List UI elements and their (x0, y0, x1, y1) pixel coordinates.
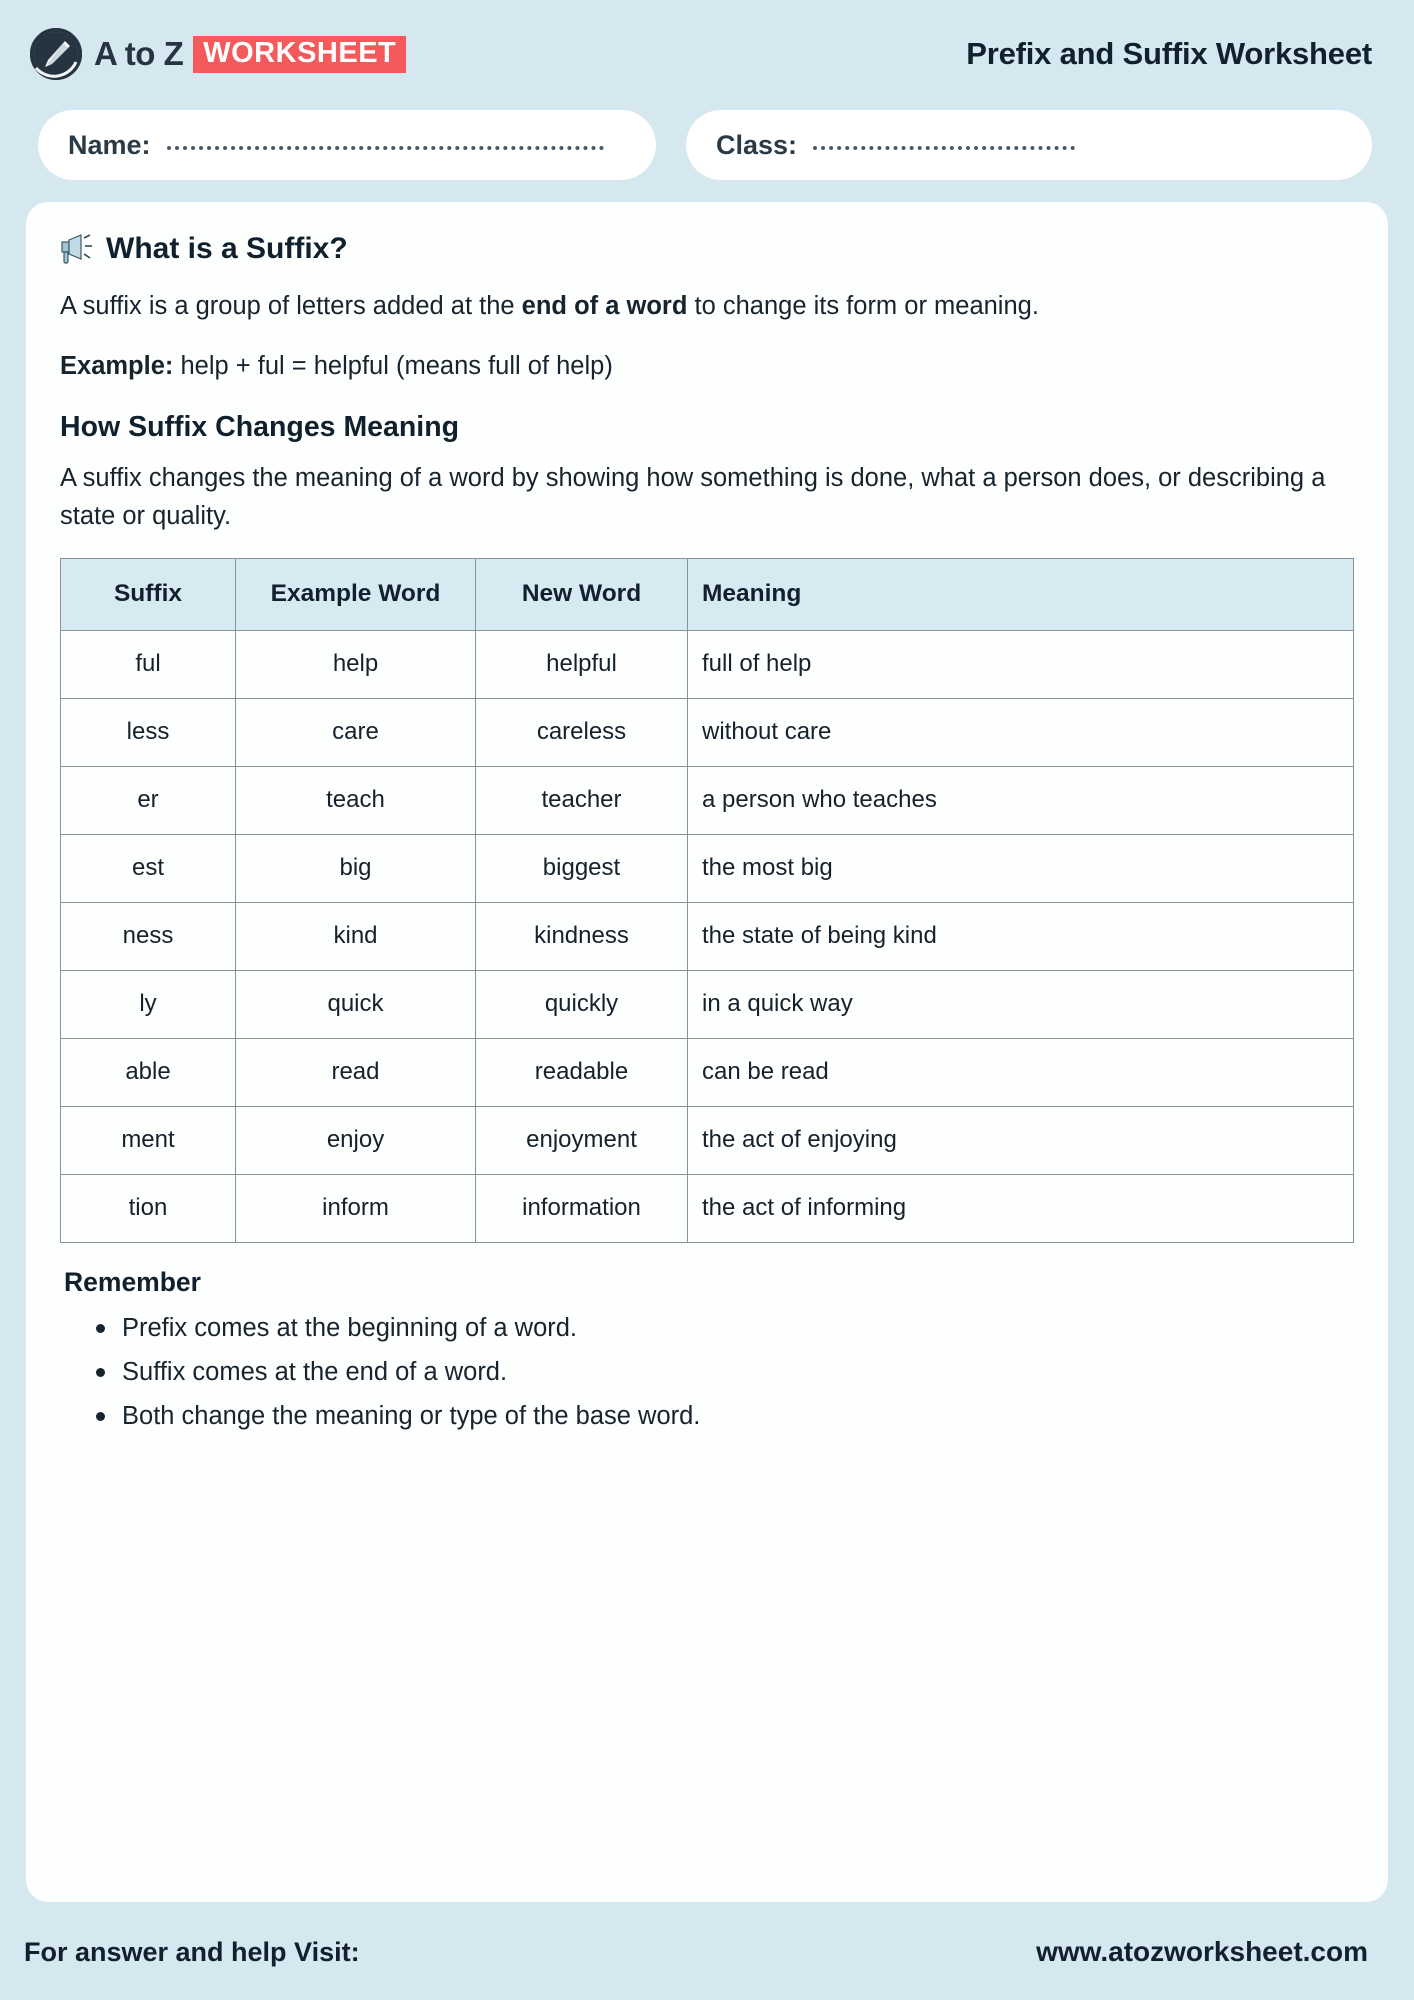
table-row (61, 1038, 1354, 1106)
cell-meaning: a person who teaches (688, 766, 1354, 834)
cell-new-word: readable (476, 1038, 688, 1106)
remember-heading: Remember (64, 1266, 201, 1297)
footer-website[interactable]: www.atozworksheet.com (1036, 1936, 1368, 1967)
table-row (61, 902, 1354, 970)
cell-new-word: quickly (476, 970, 688, 1038)
cell-example-word: teach (236, 766, 476, 834)
suffix-example (60, 348, 1354, 386)
table-row (61, 630, 1354, 698)
cell-new-word: helpful (476, 630, 688, 698)
suffix-definition (60, 288, 1354, 326)
table-row (61, 766, 1354, 834)
cell-suffix: ness (61, 902, 236, 970)
column-header-new-word: New Word (476, 558, 688, 630)
cell-meaning: in a quick way (688, 970, 1354, 1038)
cell-meaning: can be read (688, 1038, 1354, 1106)
cell-suffix: able (61, 1038, 236, 1106)
column-header-example-word: Example Word (236, 558, 476, 630)
suffix-table (60, 558, 1354, 1243)
megaphone-icon (60, 233, 96, 265)
list-item: Prefix comes at the beginning of a word. (90, 1310, 1354, 1347)
class-label: Class: (716, 129, 798, 160)
example-text: help + ful = helpful (means full of help) (173, 351, 613, 380)
cell-suffix: tion (61, 1174, 236, 1242)
cell-new-word: kindness (476, 902, 688, 970)
definition-bold: end of a word (521, 292, 688, 320)
remember-list (90, 1310, 1354, 1435)
definition-part-2: to change its form or meaning. (687, 292, 1039, 320)
cell-new-word: enjoyment (476, 1106, 688, 1174)
cell-example-word: help (236, 630, 476, 698)
table-header-row (61, 558, 1354, 630)
cell-example-word: care (236, 698, 476, 766)
brand-name: A to Z (94, 35, 184, 72)
page-title: Prefix and Suffix Worksheet (966, 36, 1372, 71)
cell-example-word: enjoy (236, 1106, 476, 1174)
worksheet-body (26, 202, 1388, 1902)
cell-meaning: full of help (688, 630, 1354, 698)
cell-new-word: biggest (476, 834, 688, 902)
brand-badge: WORKSHEET (193, 36, 406, 73)
section-heading (60, 232, 1354, 266)
name-field[interactable] (38, 110, 656, 180)
student-info-row (0, 110, 1414, 180)
table-row (61, 698, 1354, 766)
cell-new-word: information (476, 1174, 688, 1242)
pen-circle-logo-icon (30, 28, 82, 80)
definition-part-1: A suffix is a group of letters added at the (60, 292, 522, 320)
brand-logo-group (30, 28, 406, 80)
cell-meaning: without care (688, 698, 1354, 766)
page-footer (0, 1904, 1414, 2000)
cell-example-word: kind (236, 902, 476, 970)
table-row (61, 1106, 1354, 1174)
cell-meaning: the act of enjoying (688, 1106, 1354, 1174)
name-label: Name: (68, 129, 151, 160)
cell-suffix: er (61, 766, 236, 834)
example-label: Example: (60, 351, 174, 380)
list-item: Both change the meaning or type of the base word. (90, 1398, 1354, 1435)
cell-example-word: big (236, 834, 476, 902)
cell-example-word: inform (236, 1174, 476, 1242)
cell-meaning: the act of informing (688, 1174, 1354, 1242)
class-input-line[interactable] (813, 146, 1075, 150)
table-row (61, 1174, 1354, 1242)
cell-new-word: careless (476, 698, 688, 766)
table-body (61, 630, 1354, 1242)
class-field[interactable] (686, 110, 1372, 180)
table-row (61, 970, 1354, 1038)
cell-suffix: ly (61, 970, 236, 1038)
cell-meaning: the most big (688, 834, 1354, 902)
column-header-suffix: Suffix (61, 558, 236, 630)
table-header (61, 558, 1354, 630)
name-input-line[interactable] (167, 146, 604, 150)
column-header-meaning: Meaning (688, 558, 1354, 630)
section-heading-text: What is a Suffix? (106, 232, 348, 265)
cell-suffix: est (61, 834, 236, 902)
cell-meaning: the state of being kind (688, 902, 1354, 970)
footer-help-text: For answer and help Visit: (24, 1936, 360, 1967)
cell-suffix: ful (61, 630, 236, 698)
cell-new-word: teacher (476, 766, 688, 834)
list-item: Suffix comes at the end of a word. (90, 1354, 1354, 1391)
cell-example-word: read (236, 1038, 476, 1106)
table-row (61, 834, 1354, 902)
how-suffix-paragraph: A suffix changes the meaning of a word by showing how something is done, what a person does, or describing a state or quality. (60, 464, 1326, 531)
cell-suffix: ment (61, 1106, 236, 1174)
cell-example-word: quick (236, 970, 476, 1038)
how-suffix-heading: How Suffix Changes Meaning (60, 411, 460, 444)
cell-suffix: less (61, 698, 236, 766)
page-header (0, 0, 1414, 108)
